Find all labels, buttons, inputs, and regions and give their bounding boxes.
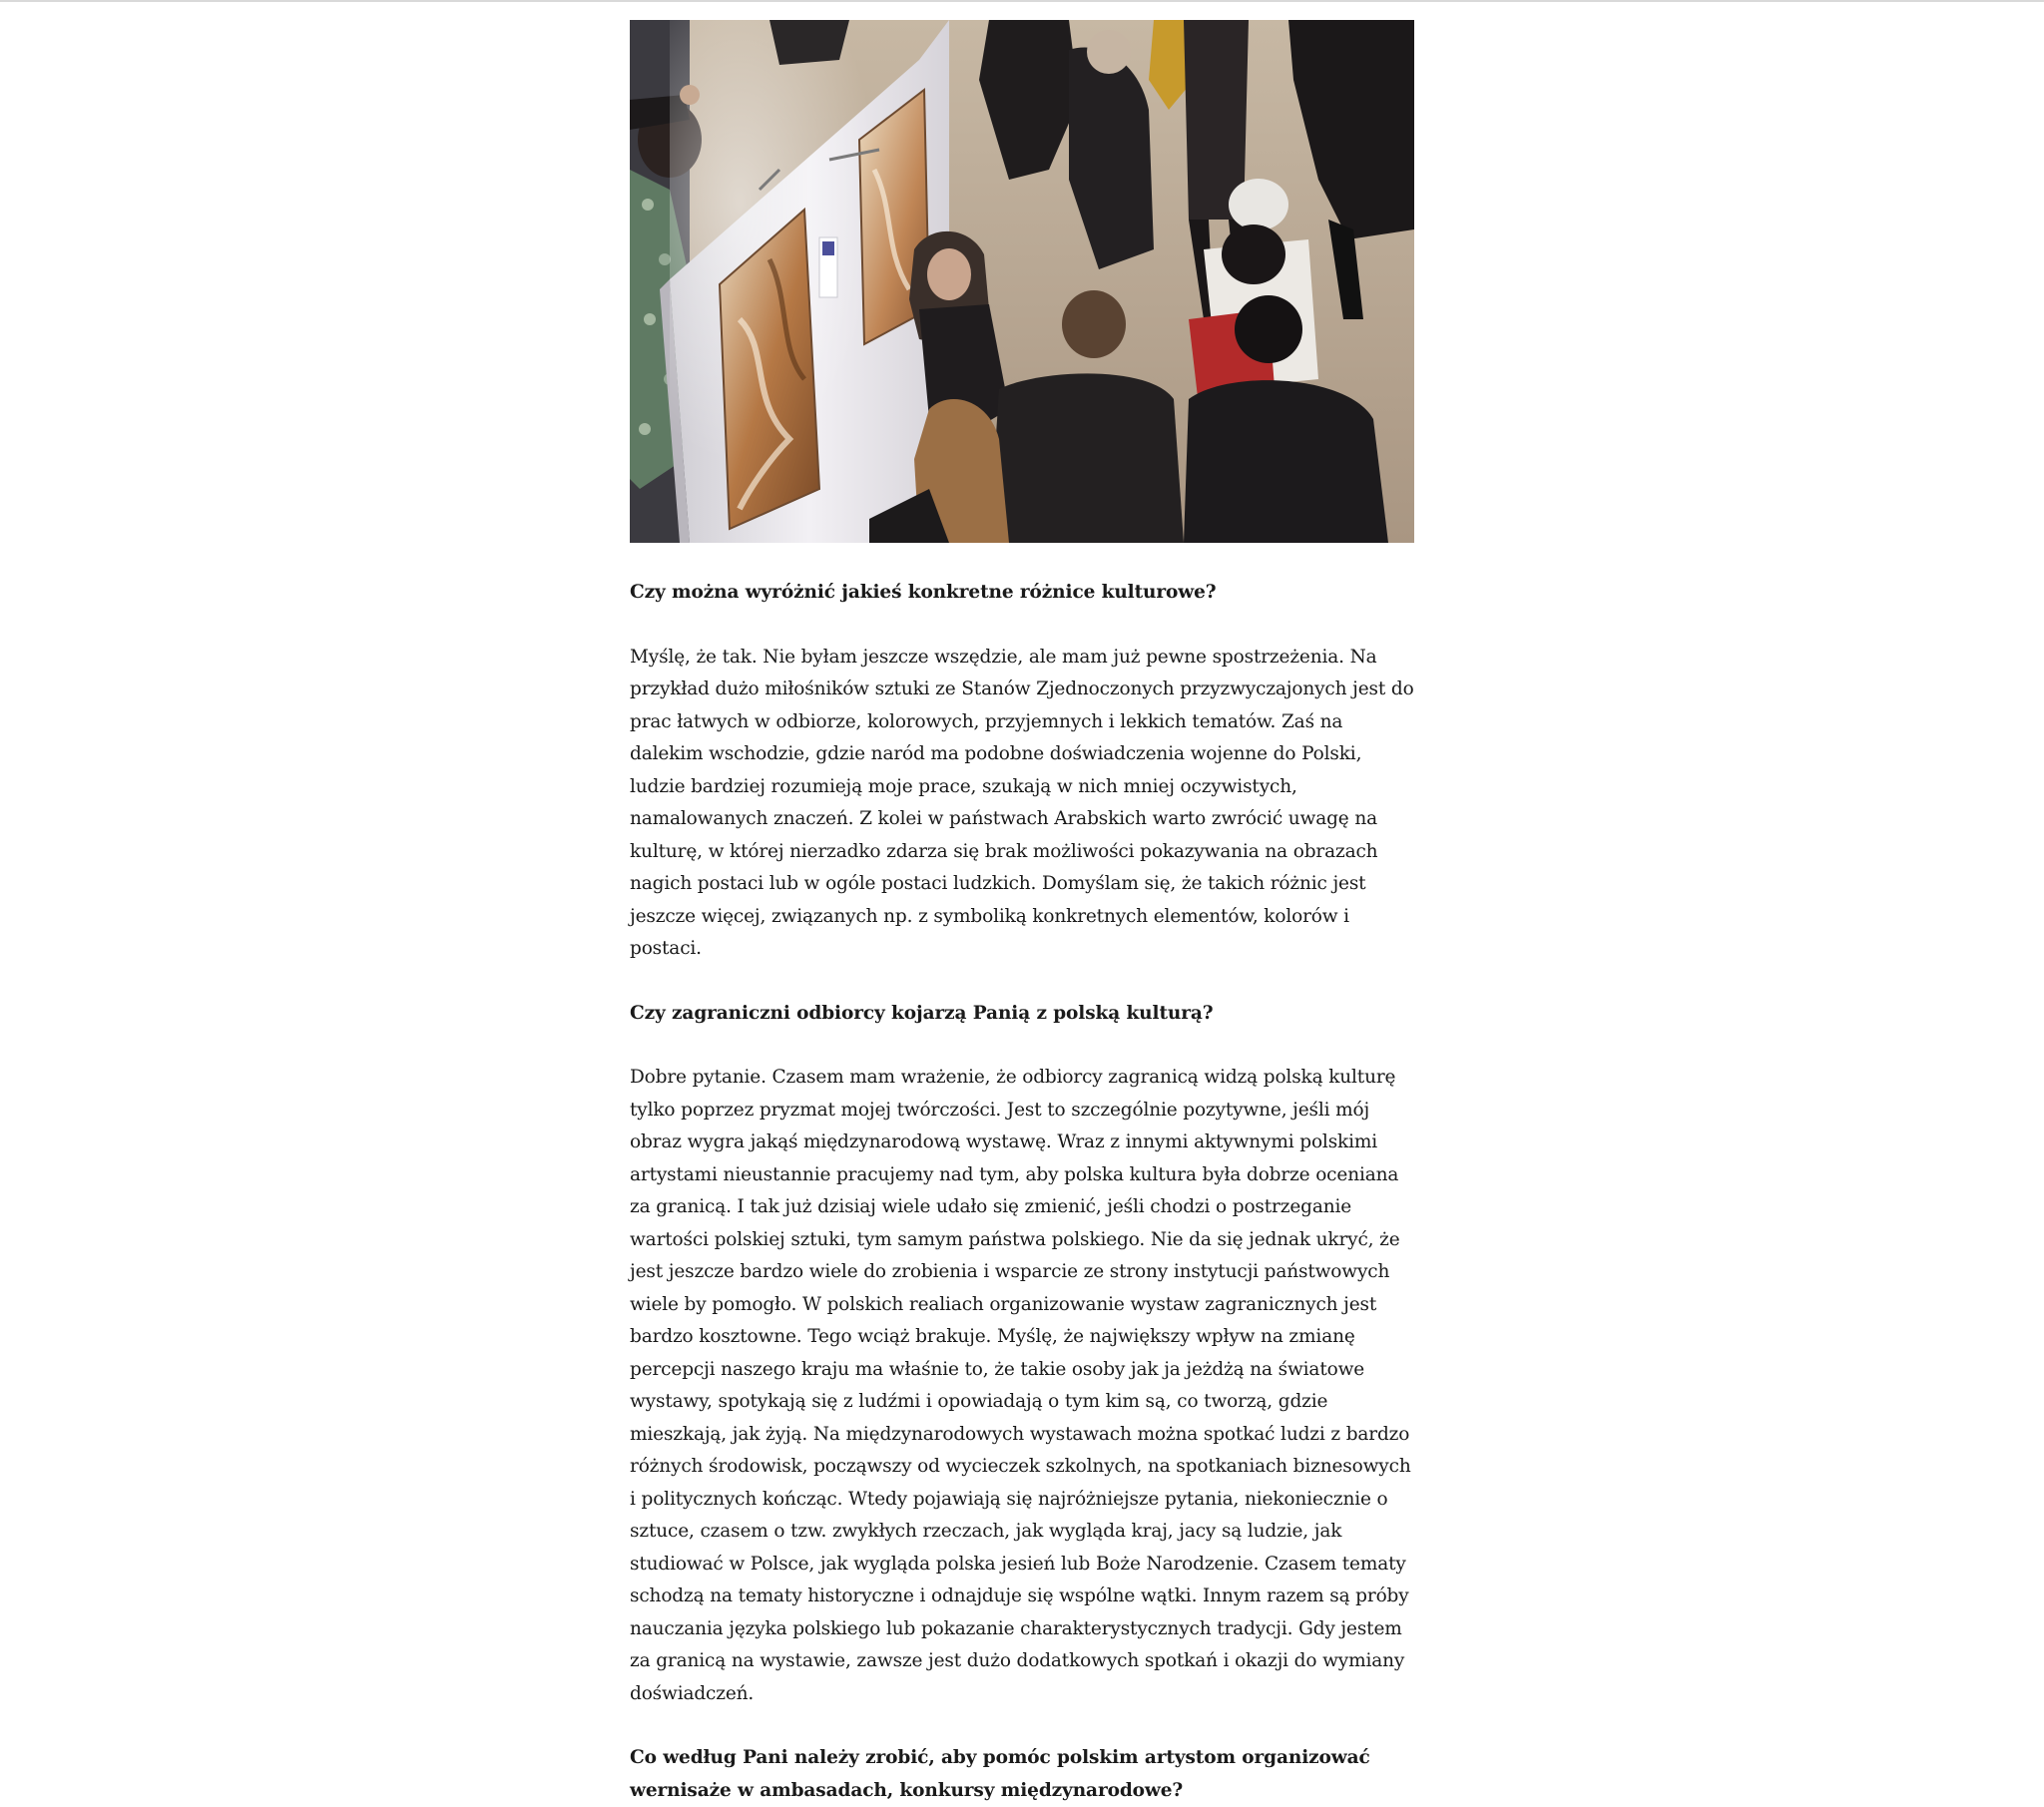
interview-question-1: Czy można wyróżnić jakieś konkretne różnice kulturowe? [630, 582, 1217, 603]
article-content [630, 20, 1414, 1807]
interview-question-2: Czy zagraniczni odbiorcy kojarzą Panią z polską kulturą? [630, 1002, 1214, 1024]
exhibition-photo [630, 20, 1414, 543]
interview-question-3: Co według Pani należy zrobić, aby pomóc polskim artystom organizować wernisaże w ambasadach, konkursy międzynarodowe? [630, 1747, 1370, 1801]
interview-answer-1: Myślę, że tak. Nie byłam jeszcze wszędzie, ale mam już pewne spostrzeżenia. Na przykład dużo miłośników sztuki ze Stanów Zjednoczonych przyzwyczajonych jest do prac łatwych w odbiorze, kolorowych, przyjemnych i lekkich tematów. Zaś na dalekim wschodzie, gdzie naród ma podobne doświadczenia wojenne do Polski, ludzie bardziej rozumieją moje prace, szukają w nich mniej oczywistych, namalowanych znaczeń. Z kolei w państwach Arabskich warto zwrócić uwagę na kulturę, w której nierzadko zdarza się brak możliwości pokazywania na obrazach nagich postaci lub w ogóle postaci ludzkich. Domyślam się, że takich różnic jest jeszcze więcej, związanych np. z symboliką konkretnych elementów, kolorów i postaci. [630, 646, 1414, 959]
interview-answer-2: Dobre pytanie. Czasem mam wrażenie, że odbiorcy zagranicą widzą polską kulturę tylko poprzez pryzmat mojej twórczości. Jest to szczególnie pozytywne, jeśli mój obraz wygra jakąś międzynarodową wystawę. Wraz z innymi aktywnymi polskimi artystami nieustannie pracujemy nad tym, aby polska kultura była dobrze oceniana za granicą. I tak już dzisiaj wiele udało się zmienić, jeśli chodzi o postrzeganie wartości polskiej sztuki, tym samym państwa polskiego. Nie da się jednak ukryć, że jest jeszcze bardzo wiele do zrobienia i wsparcie ze strony instytucji państwowych wiele by pomogło. W polskich realiach organizowanie wystaw zagranicznych jest bardzo kosztowne. Tego wciąż brakuje. Myślę, że największy wpływ na zmianę percepcji naszego kraju ma właśnie to, że takie osoby jak ja jeżdżą na światowe wystawy, spotykają się z ludźmi i opowiadają o tym kim są, co tworzą, gdzie mieszkają, jak żyją. Na międzynarodowych wystawach można spotkać ludzi z bardzo różnych środowisk, począwszy od wycieczek szkolnych, na spotkaniach biznesowych i politycznych kończąc. Wtedy pojawiają się najróżniejsze pytania, niekoniecznie o sztuce, czasem o tzw. zwykłych rzeczach, jak wygląda kraj, jacy są ludzie, jak studiować w Polsce, jak wygląda polska jesień lub Boże Narodzenie. Czasem tematy schodzą na tematy historyczne i odnajduje się wspólne wątki. Innym razem są próby nauczania języka polskiego lub pokazanie charakterystycznych tradycji. Gdy jestem za granicą na wystawie, zawsze jest dużo dodatkowych spotkań i okazji do wymiany doświadczeń. [630, 1067, 1411, 1704]
top-divider [0, 0, 2044, 2]
